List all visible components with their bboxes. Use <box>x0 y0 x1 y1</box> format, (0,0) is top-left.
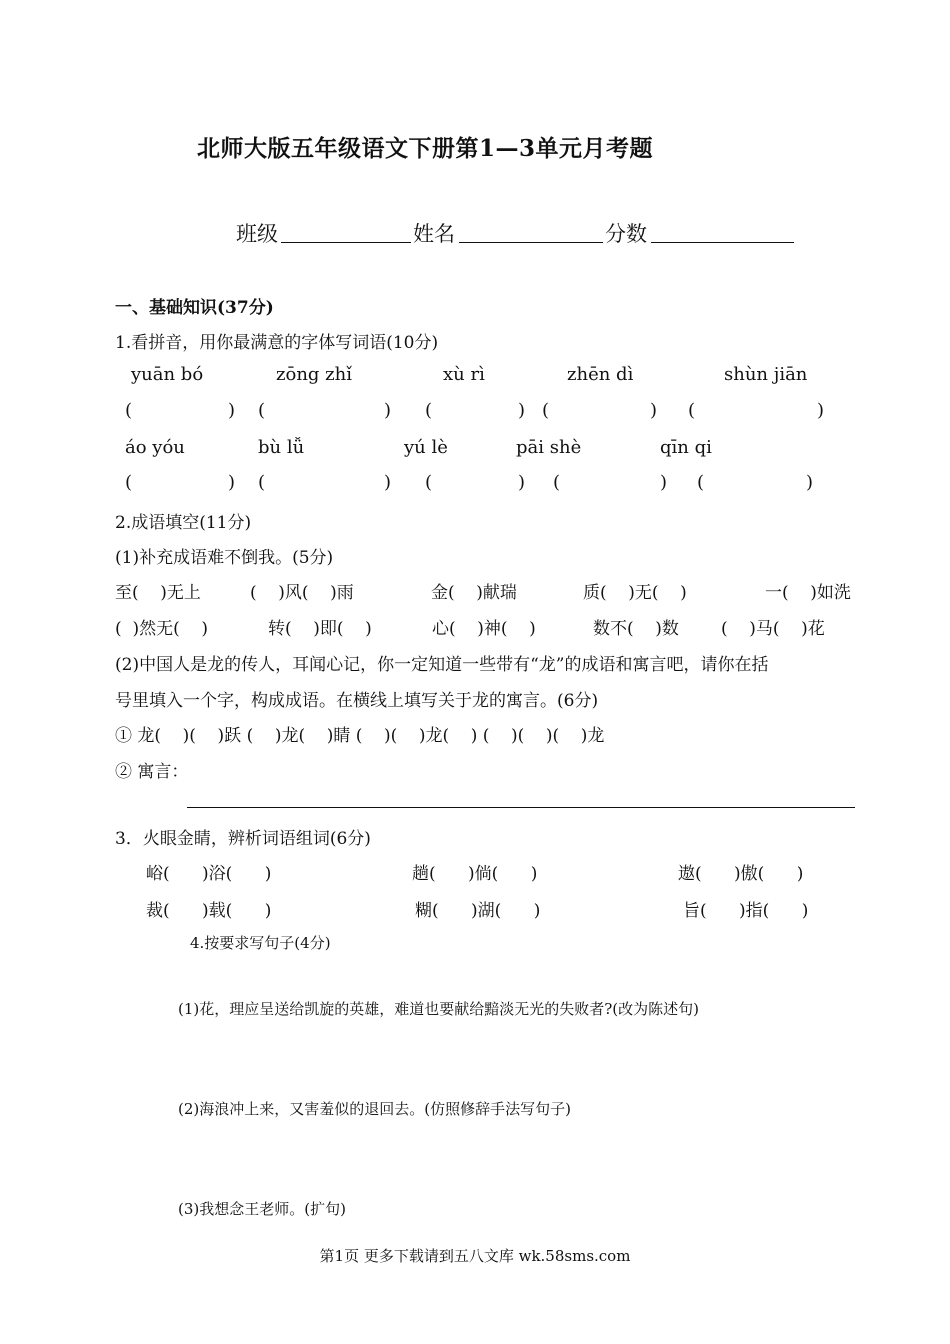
pinyin-item: yuān bó <box>131 364 204 385</box>
answer-paren[interactable]: ( <box>425 400 433 421</box>
dragon-idiom-row[interactable]: ① 龙( )( )跃 ( )龙( )睛 ( )( )龙( ) ( )( )( )龙 <box>115 726 605 746</box>
idiom-item[interactable]: 一( )如洗 <box>765 583 851 603</box>
idiom-item[interactable]: ( )风( )雨 <box>250 583 354 603</box>
q2-sub2-text: (2)中国人是龙的传人，耳闻心记，你一定知道一些带有“龙”的成语和寓言吧，请你在括 <box>115 655 769 675</box>
answer-paren: ) <box>518 400 526 421</box>
answer-paren: ) <box>650 400 658 421</box>
answer-paren: ) <box>228 400 236 421</box>
q2-title: 2.成语填空(11分) <box>115 513 252 533</box>
score-label: 分数 <box>605 222 647 246</box>
name-label: 姓名 <box>413 222 455 246</box>
page-footer: 第1页 更多下载请到五八文库 wk.58sms.com <box>319 1247 631 1265</box>
answer-paren: ) <box>228 472 236 493</box>
word-pair[interactable]: 趟( )倘( ) <box>412 864 538 884</box>
pinyin-item: xù rì <box>443 364 485 385</box>
pinyin-item: qīn qi <box>660 437 712 458</box>
answer-paren: ) <box>384 400 392 421</box>
answer-paren[interactable]: ( <box>258 472 266 493</box>
score-blank[interactable] <box>651 242 794 243</box>
q4-sentence-3: (3)我想念王老师。(扩句) <box>178 1200 346 1218</box>
idiom-item[interactable]: 至( )无上 <box>115 583 201 603</box>
q4-sentence-2: (2)海浪冲上来，又害羞似的退回去。(仿照修辞手法写句子) <box>178 1100 571 1118</box>
section-heading: 一、基础知识(37分) <box>115 298 274 318</box>
word-pair[interactable]: 裁( )载( ) <box>146 901 272 921</box>
word-pair[interactable]: 遨( )傲( ) <box>678 864 804 884</box>
page-title: 北师大版五年级语文下册第1—3单元月考题 <box>197 135 654 162</box>
answer-paren[interactable]: ( <box>258 400 266 421</box>
fable-label: ② 寓言： <box>115 762 189 782</box>
q3-title: 3．火眼金睛，辨析词语组词(6分) <box>115 829 371 849</box>
idiom-item[interactable]: 金( )献瑞 <box>431 583 517 603</box>
answer-paren: ) <box>817 400 825 421</box>
word-pair[interactable]: 糊( )湖( ) <box>415 901 541 921</box>
idiom-item[interactable]: 心( )神( ) <box>432 619 536 639</box>
pinyin-item: zōng zhǐ <box>276 364 352 385</box>
answer-paren[interactable]: ( <box>125 400 133 421</box>
idiom-item[interactable]: 质( )无( ) <box>583 583 687 603</box>
idiom-item[interactable]: ( )马( )花 <box>721 619 825 639</box>
answer-paren: ) <box>806 472 814 493</box>
idiom-item[interactable]: 数不( )数 <box>593 619 679 639</box>
q4-sentence-1: (1)花，理应呈送给凯旋的英雄，难道也要献给黯淡无光的失败者?(改为陈述句) <box>178 1000 699 1018</box>
pinyin-item: shùn jiān <box>724 364 808 385</box>
answer-paren: ) <box>384 472 392 493</box>
class-blank[interactable] <box>281 242 411 243</box>
q1-title: 1.看拼音，用你最满意的字体写词语(10分) <box>115 333 439 353</box>
word-pair[interactable]: 旨( )指( ) <box>683 901 809 921</box>
answer-paren[interactable]: ( <box>553 472 561 493</box>
idiom-item[interactable]: 转( )即( ) <box>268 619 372 639</box>
answer-paren[interactable]: ( <box>125 472 133 493</box>
answer-paren[interactable]: ( <box>688 400 696 421</box>
class-label: 班级 <box>236 222 278 246</box>
answer-paren[interactable]: ( <box>425 472 433 493</box>
word-pair[interactable]: 峪( )浴( ) <box>146 864 272 884</box>
answer-paren: ) <box>518 472 526 493</box>
answer-paren: ) <box>660 472 668 493</box>
idiom-item[interactable]: ( )然无( ) <box>115 619 208 639</box>
pinyin-item: zhēn dì <box>567 364 634 385</box>
fable-answer-line[interactable] <box>187 807 855 808</box>
answer-paren[interactable]: ( <box>542 400 550 421</box>
pinyin-item: bù lǚ <box>258 437 305 458</box>
answer-paren[interactable]: ( <box>697 472 705 493</box>
q2-sub2-text: 号里填入一个字，构成成语。在横线上填写关于龙的寓言。(6分) <box>115 691 599 711</box>
q2-sub1-title: (1)补充成语难不倒我。(5分) <box>115 548 334 568</box>
pinyin-item: áo yóu <box>125 437 185 458</box>
pinyin-item: yú lè <box>404 437 448 458</box>
name-blank[interactable] <box>459 242 603 243</box>
q4-title: 4.按要求写句子(4分) <box>190 934 331 952</box>
pinyin-item: pāi shè <box>516 437 582 458</box>
